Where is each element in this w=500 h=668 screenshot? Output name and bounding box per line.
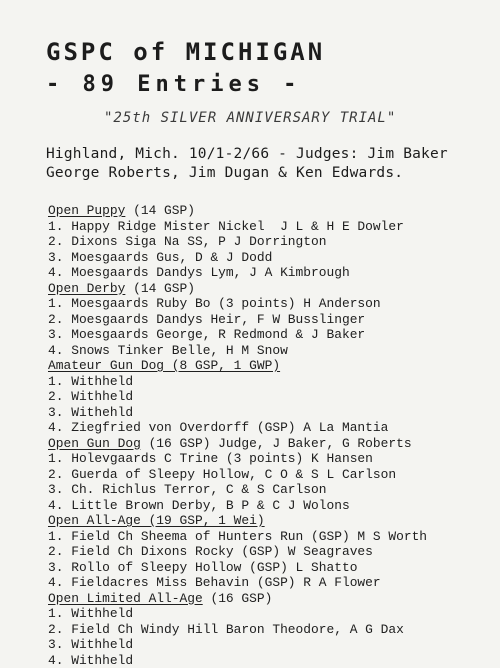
placement-line: 2. Moesgaards Dandys Heir, F W Busslinger — [48, 312, 488, 328]
placement-line: 2. Guerda of Sleepy Hollow, C O & S L Carlson — [48, 467, 488, 483]
placement-line: 2. Field Ch Windy Hill Baron Theodore, A G Dax — [48, 622, 488, 638]
placement-line: 2. Withheld — [48, 389, 488, 405]
placement-line: 3. Withheld — [48, 637, 488, 653]
placement-line: 2. Dixons Siga Na SS, P J Dorrington — [48, 234, 488, 250]
trial-subtitle: "25th SILVER ANNIVERSARY TRIAL" — [104, 110, 396, 126]
placement-line: 4. Withheld — [48, 653, 488, 668]
section-heading-open-limited-all-age: Open Limited All-Age (16 GSP) — [48, 591, 488, 607]
placement-line: 4. Ziegfried von Overdorff (GSP) A La Mantia — [48, 420, 488, 436]
placement-line: 3. Moesgaards Gus, D & J Dodd — [48, 250, 488, 266]
section-heading-open-derby: Open Derby (14 GSP) — [48, 281, 488, 297]
entries-count: - 89 Entries - — [46, 72, 301, 97]
placement-line: 4. Fieldacres Miss Behavin (GSP) R A Flower — [48, 575, 488, 591]
section-heading-open-puppy: Open Puppy (14 GSP) — [48, 203, 488, 219]
placement-line: 3. Moesgaards George, R Redmond & J Baker — [48, 327, 488, 343]
placement-line: 1. Holevgaards C Trine (3 points) K Hansen — [48, 451, 488, 467]
results-list — [48, 203, 488, 668]
placement-line: 4. Little Brown Derby, B P & C J Wolons — [48, 498, 488, 514]
placement-line: 1. Field Ch Sheema of Hunters Run (GSP) M S Worth — [48, 529, 488, 545]
placement-line: 1. Moesgaards Ruby Bo (3 points) H Anderson — [48, 296, 488, 312]
section-heading-open-gun-dog: Open Gun Dog (16 GSP) Judge, J Baker, G Roberts — [48, 436, 488, 452]
section-heading-amateur-gun-dog: Amateur Gun Dog (8 GSP, 1 GWP) — [48, 358, 488, 374]
placement-line: 3. Rollo of Sleepy Hollow (GSP) L Shatto — [48, 560, 488, 576]
document-title: GSPC of MICHIGAN — [46, 38, 325, 66]
location-judges-line: Highland, Mich. 10/1-2/66 - Judges: Jim Baker — [46, 146, 448, 162]
placement-line: 3. Ch. Richlus Terror, C & S Carlson — [48, 482, 488, 498]
placement-line: 1. Withheld — [48, 374, 488, 390]
placement-line: 1. Happy Ridge Mister Nickel J L & H E Dowler — [48, 219, 488, 235]
placement-line: 4. Snows Tinker Belle, H M Snow — [48, 343, 488, 359]
placement-line: 3. Withehld — [48, 405, 488, 421]
section-heading-open-all-age: Open All-Age (19 GSP, 1 Wei) — [48, 513, 488, 529]
placement-line: 4. Moesgaards Dandys Lym, J A Kimbrough — [48, 265, 488, 281]
judges-line: George Roberts, Jim Dugan & Ken Edwards. — [46, 165, 403, 181]
placement-line: 2. Field Ch Dixons Rocky (GSP) W Seagraves — [48, 544, 488, 560]
placement-line: 1. Withheld — [48, 606, 488, 622]
